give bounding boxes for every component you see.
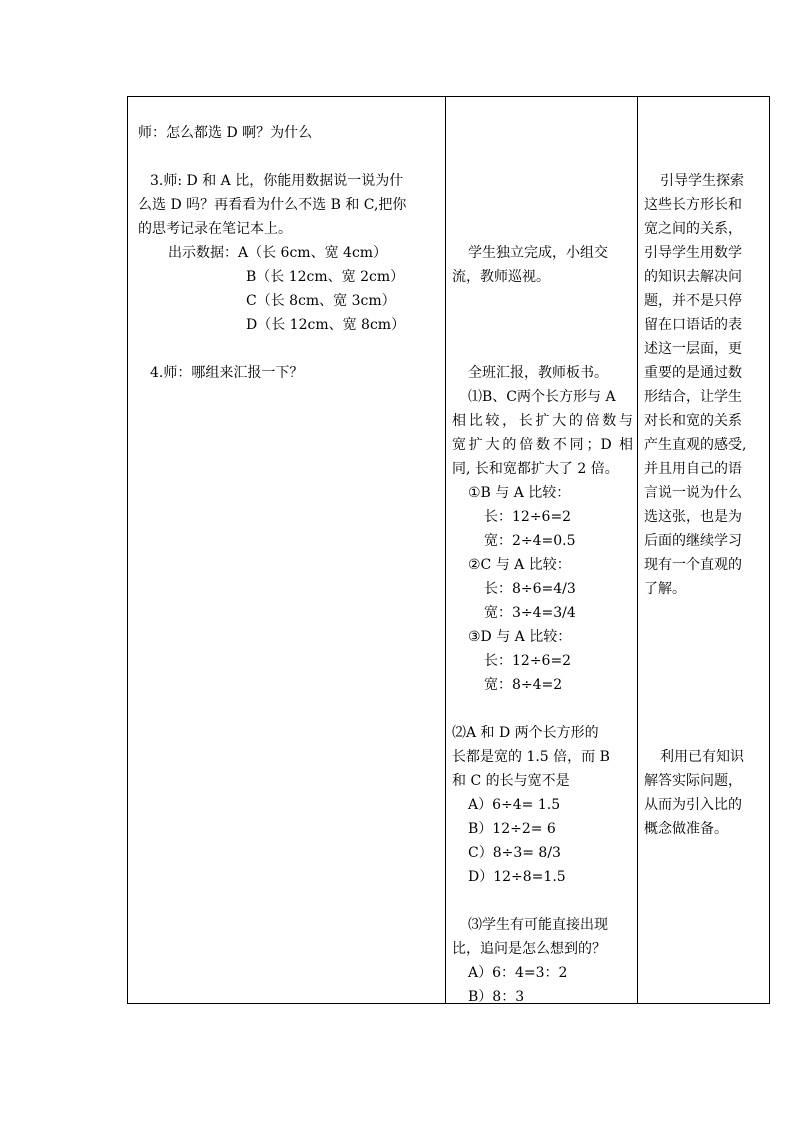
data-item-b: B（长 12cm、宽 2cm） (246, 269, 405, 285)
point-1-line-2: 相比较，长扩大的倍数与 (452, 413, 633, 429)
design-intent-column (637, 97, 769, 1003)
independent-work-line-2: 流，教师巡视。 (452, 269, 550, 285)
intent-1-line-15: 选这张，也是为 (644, 509, 742, 525)
point-1-line-1: ⑴B、C两个长方形与 A (468, 389, 616, 405)
teacher-activity-column (128, 97, 445, 1003)
question-3-line-2: 么选 D 吗？再看看为什么不选 B 和 C,把你 (138, 197, 407, 213)
data-item-c: C（长 8cm、宽 3cm） (246, 293, 396, 309)
independent-work-line-1: 学生独立完成，小组交 (468, 245, 608, 261)
compare-b-width: 宽：2÷4=0.5 (484, 533, 576, 549)
intent-2-line-4: 概念做准备。 (644, 821, 728, 837)
intent-2-line-1: 利用已有知识 (660, 749, 744, 765)
compare-c-width: 宽：3÷4=3/4 (484, 605, 576, 621)
ratio-item-a: A）6÷4= 1.5 (468, 797, 561, 813)
intent-1-line-12: 产生直观的感受, (644, 437, 747, 453)
compare-b-length: 长：12÷6=2 (484, 509, 572, 525)
intent-2-line-3: 从而为引入比的 (644, 797, 742, 813)
compare-c-length: 长：8÷6=4/3 (484, 581, 576, 597)
data-item-a: A（长 6cm、宽 4cm） (238, 245, 388, 261)
intent-1-line-8: 述这一层面，更 (644, 341, 742, 357)
point-2-line-3: 和 C 的长与宽不是 (452, 773, 570, 789)
student-activity-column (445, 97, 638, 1003)
question-3-line-3: 的思考记录在笔记本上。 (138, 221, 292, 237)
intent-1-line-16: 后面的继续学习 (644, 533, 742, 549)
ratio-expression-b: B）8：3 (468, 989, 525, 1005)
compare-b-title: ①B 与 A 比较： (468, 485, 571, 501)
intent-1-line-11: 对长和宽的关系 (644, 413, 742, 429)
intent-1-line-10: 形结合，让学生 (644, 389, 742, 405)
ratio-item-b: B）12÷2= 6 (468, 821, 556, 837)
intent-1-line-9: 重要的是通过数 (644, 365, 742, 381)
point-1-line-3: 宽扩大的倍数不同；D 相 (452, 437, 633, 453)
intent-1-line-5: 的知识去解决问 (644, 269, 742, 285)
compare-d-title: ③D 与 A 比较： (468, 629, 572, 645)
data-item-d: D（长 12cm、宽 8cm） (246, 317, 406, 333)
intent-1-line-18: 了解。 (644, 581, 686, 597)
intent-1-line-2: 这些长方形长和 (644, 197, 742, 213)
question-4: 4.师：哪组来汇报一下？ (150, 365, 304, 381)
point-1-line-4: 同, 长和宽都扩大了 2 倍。 (452, 461, 619, 477)
point-3-line-1: ⑶学生有可能直接出现 (468, 917, 608, 933)
lesson-table (127, 96, 770, 1004)
data-label: 出示数据： (168, 245, 238, 261)
ratio-expression-a: A）6：4=3：2 (468, 965, 568, 981)
point-2-line-1: ⑵A 和 D 两个长方形的 (452, 725, 599, 741)
intent-1-line-14: 言说一说为什么 (644, 485, 742, 501)
intent-1-line-1: 引导学生探索 (660, 173, 744, 189)
intent-1-line-13: 并且用自己的语 (644, 461, 742, 477)
compare-d-length: 长：12÷6=2 (484, 653, 572, 669)
point-3-line-2: 比，追问是怎么想到的？ (452, 941, 606, 957)
intent-2-line-2: 解答实际问题， (644, 773, 742, 789)
ratio-item-c: C）8÷3= 8/3 (468, 845, 561, 861)
intent-1-line-17: 现有一个直观的 (644, 557, 742, 573)
point-2-line-2: 长都是宽的 1.5 倍，而 B (452, 749, 610, 765)
compare-d-width: 宽：8÷4=2 (484, 677, 563, 693)
intent-1-line-7: 留在口语话的表 (644, 317, 742, 333)
ratio-item-d: D）12÷8=1.5 (468, 869, 566, 885)
compare-c-title: ②C 与 A 比较： (468, 557, 571, 573)
question-why-d: 师：怎么都选 D 啊？为什么 (138, 125, 313, 141)
intent-1-line-4: 引导学生用数学 (644, 245, 742, 261)
intent-1-line-6: 题，并不是只停 (644, 293, 742, 309)
intent-1-line-3: 宽之间的关系， (644, 221, 742, 237)
question-3-line-1: 3.师: D 和 A 比，你能用数据说一说为什 (150, 173, 404, 189)
class-report: 全班汇报，教师板书。 (468, 365, 608, 381)
